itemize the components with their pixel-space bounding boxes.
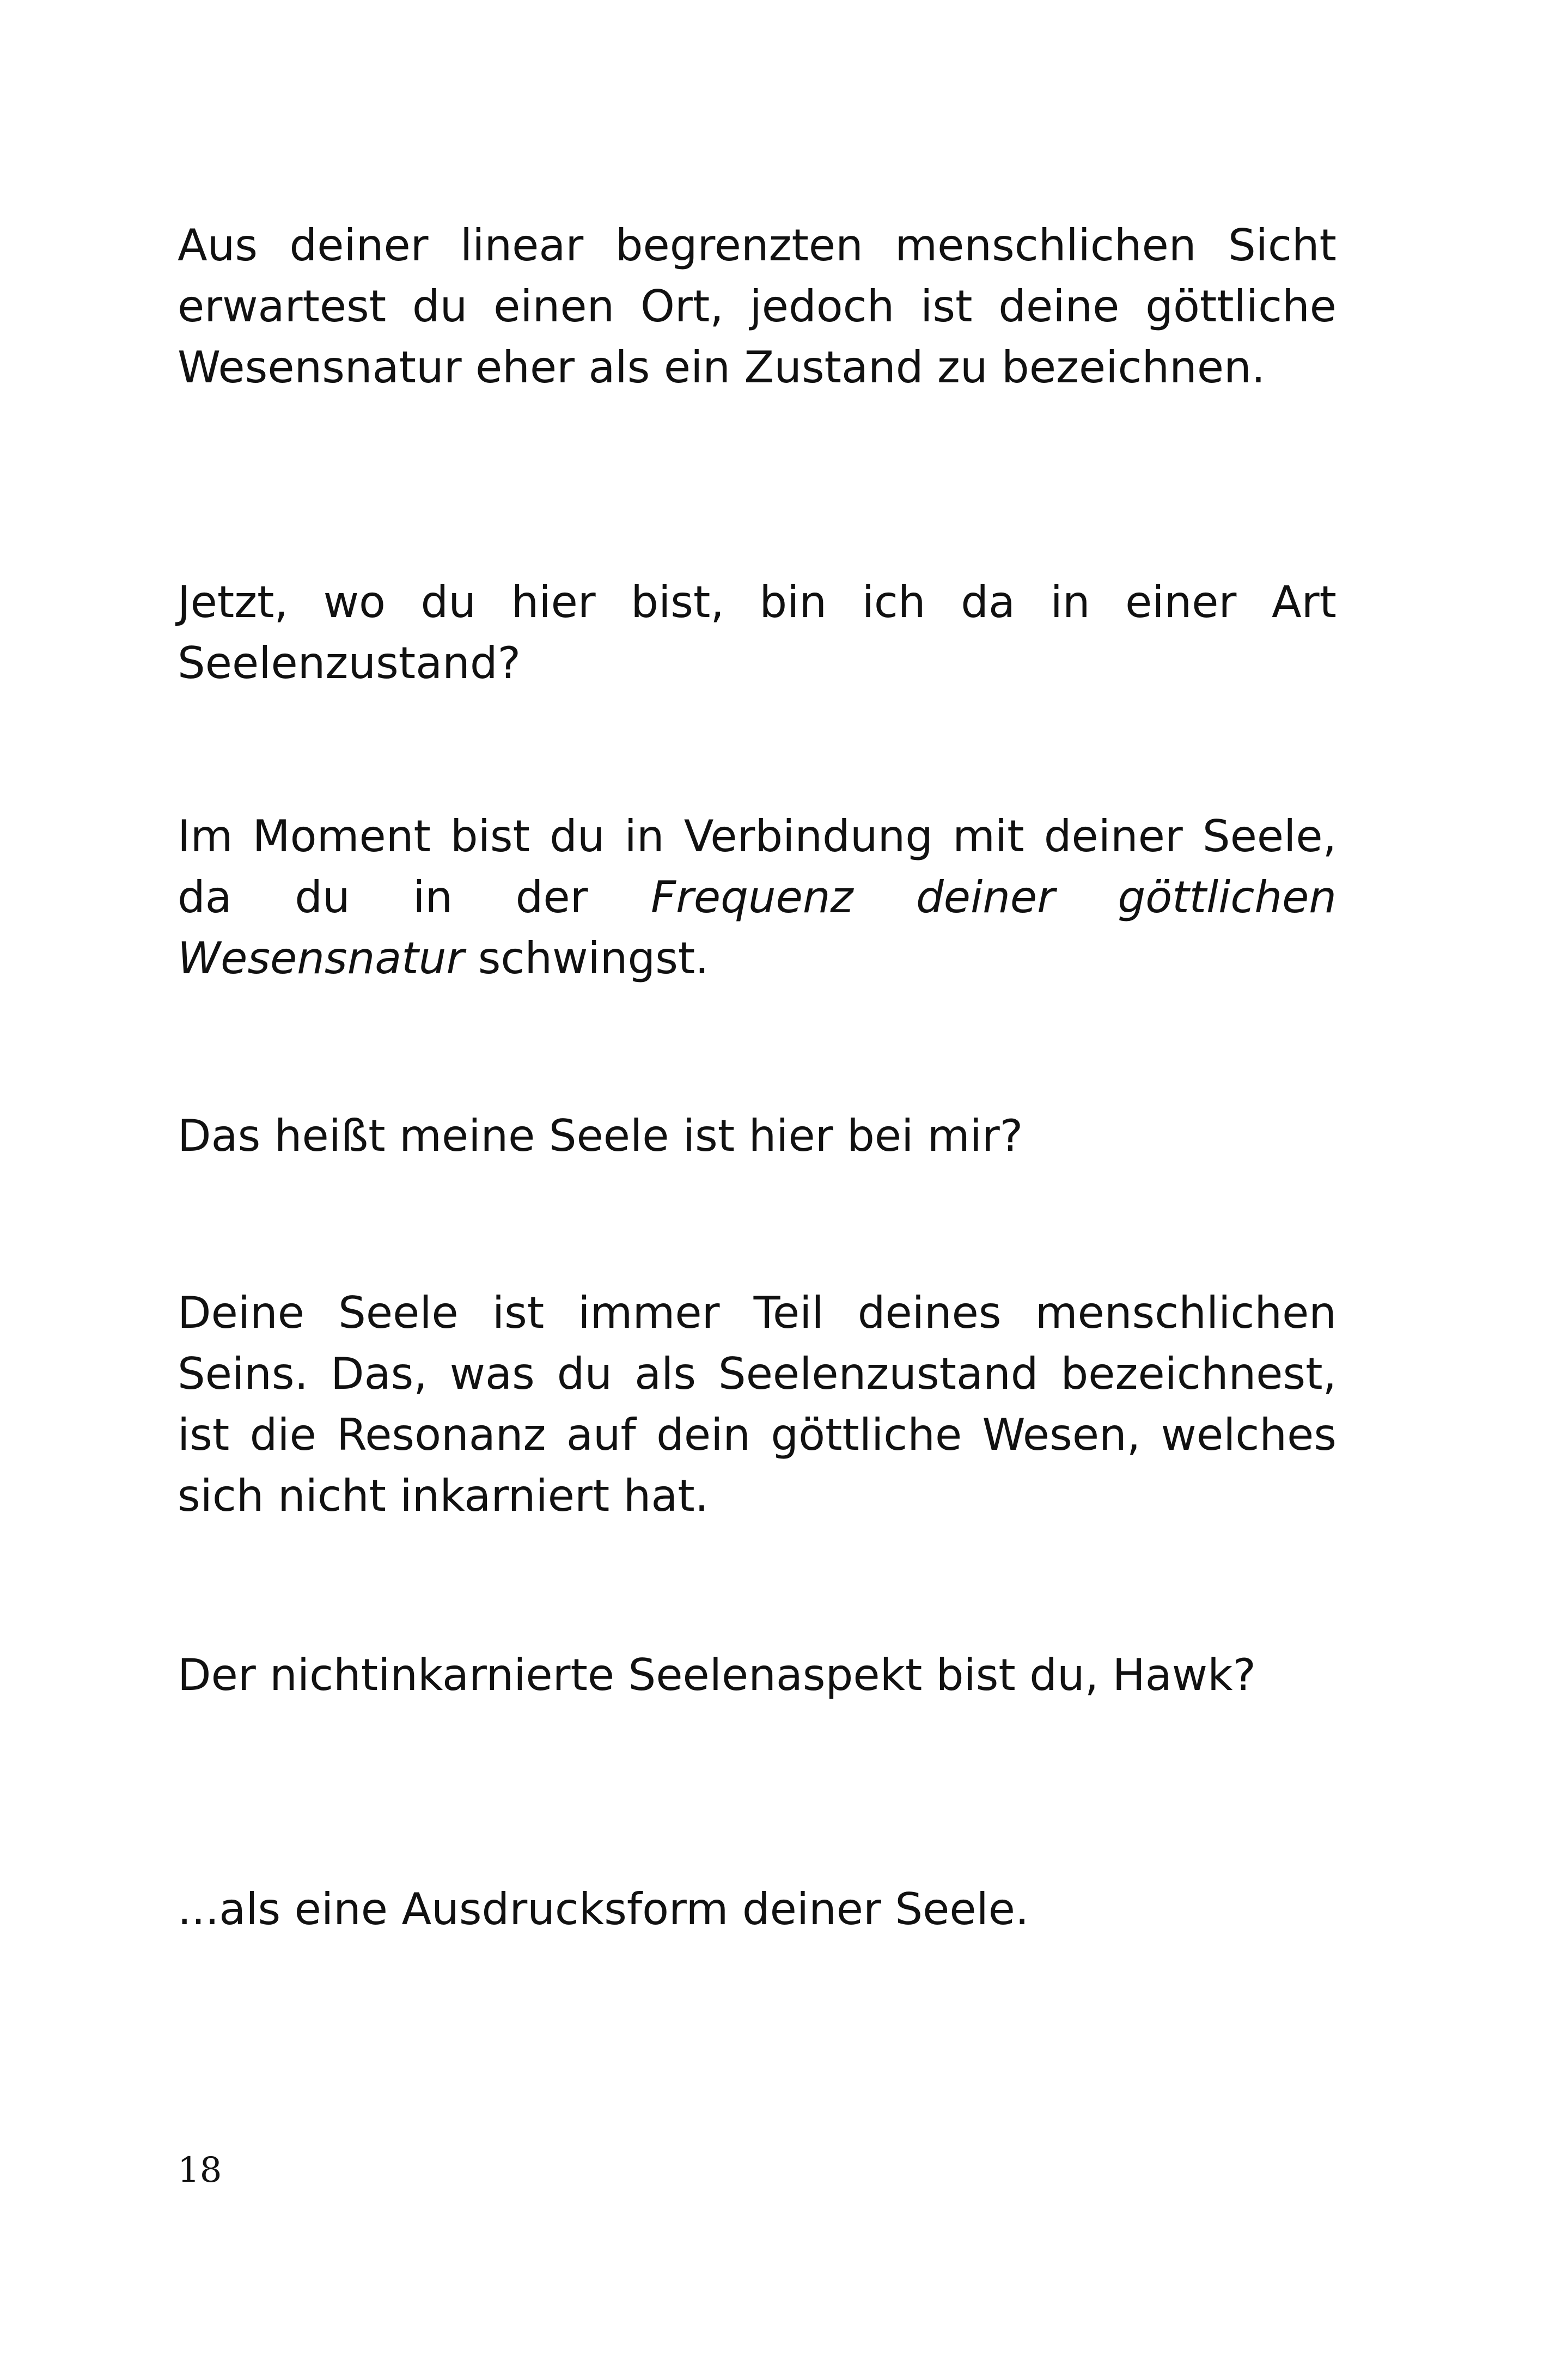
paragraph-3-text-start: Im Moment bist du in Verbindung mit deiner Seele, da du in der	[178, 811, 1336, 923]
paragraph-3	[178, 806, 1336, 989]
paragraph-7: ...als eine Ausdrucksform deiner Seele.	[178, 1884, 1029, 1934]
paragraph-6: Der nichtinkarnierte Seelenaspekt bist du, Hawk?	[178, 1650, 1256, 1700]
paragraph-3-text-end: schwingst.	[464, 933, 709, 984]
paragraph-3-italic-phrase: Frequenz deiner göttlichen Wesensnatur	[178, 872, 1337, 984]
paragraph-5: Deine Seele ist immer Teil deines menschlichen Seins. Das, was du als Seelenzustand bezeichnest, ist die Resonanz auf dein göttliche Wesen, welches sich nicht inkarniert hat.	[178, 1287, 1336, 1521]
page-number: 18	[178, 2150, 222, 2190]
paragraph-1: Aus deiner linear begrenzten menschlichen Sicht erwartest du einen Ort, jedoch ist deine göttliche Wesensnatur eher als ein Zustand zu bezeichnen.	[178, 220, 1336, 393]
paragraph-4: Das heißt meine Seele ist hier bei mir?	[178, 1110, 1023, 1161]
paragraph-2: Jetzt, wo du hier bist, bin ich da in einer Art Seelenzustand?	[178, 577, 1336, 688]
